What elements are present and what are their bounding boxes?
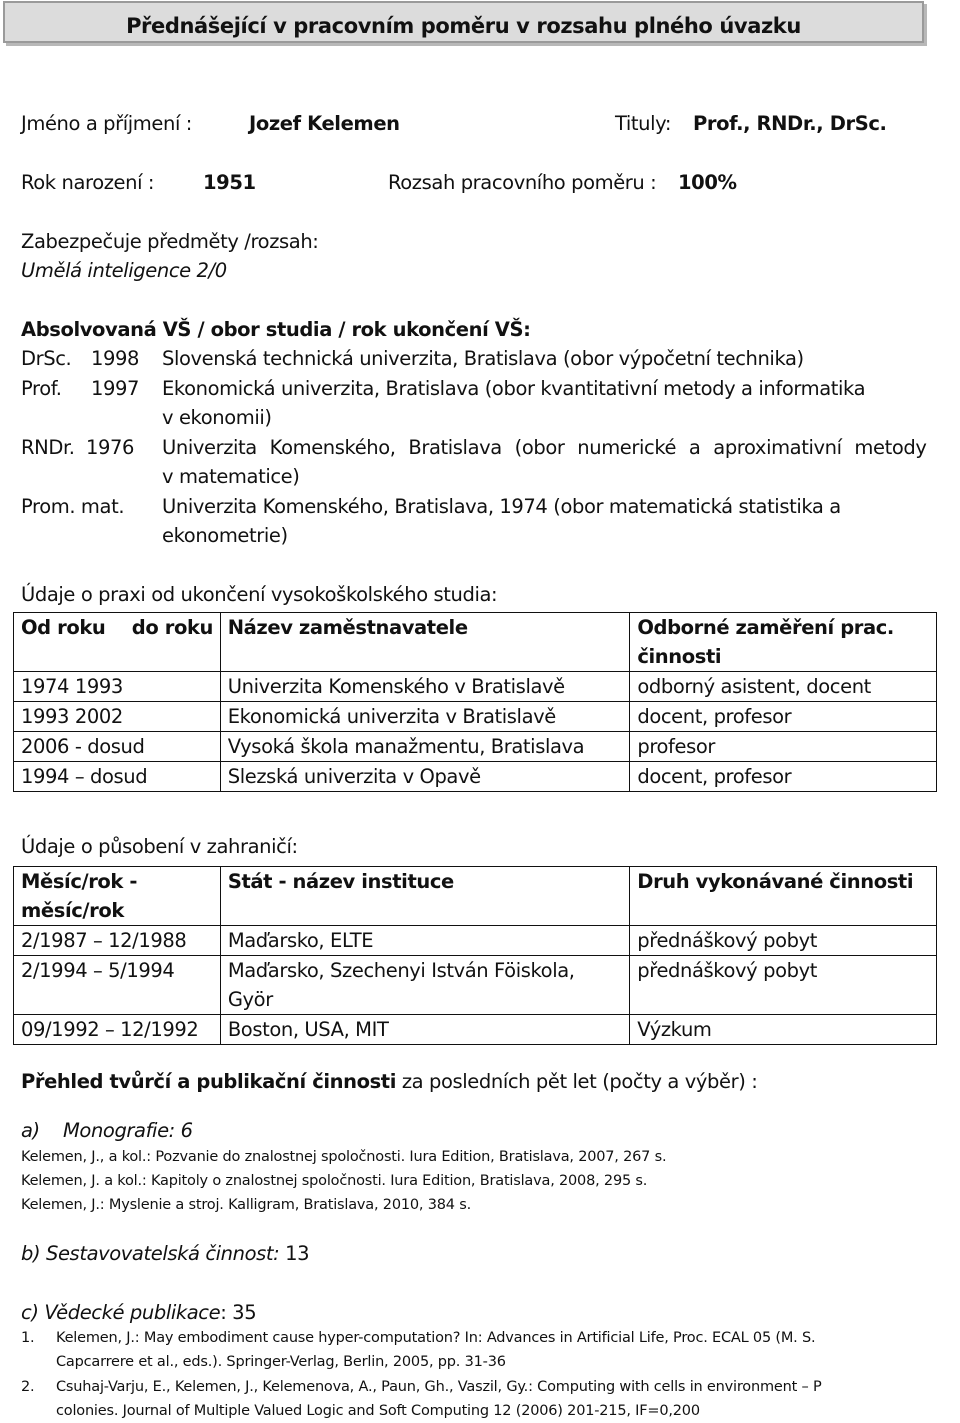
header-focus	[630, 613, 937, 672]
monograph-item: Kelemen, J., a kol.: Pozvanie do znalostnej spoločnosti. Iura Edition, Bratislava, 2007, 267 s.	[21, 1149, 667, 1165]
monograph-item: Kelemen, J. a kol.: Kapitoly o znalostnej spoločnosti. Iura Edition, Bratislava, 2008, 295 s.	[21, 1173, 648, 1189]
publication-line: Csuhaj-Varju, E., Kelemen, J., Kelemenova, A., Paun, Gh., Vaszil, Gy.: Computing with cells in environment – P	[56, 1379, 822, 1395]
cell-activity: přednáškový pobyt	[630, 926, 937, 956]
education-degree: Prof.	[21, 377, 62, 400]
publications-heading-rest: za posledních pět let (počty a výběr) :	[396, 1070, 758, 1093]
publication-line: Capcarrere et al., eds.). Springer-Verlag, Berlin, 2005, pp. 31-36	[56, 1354, 506, 1370]
practice-table	[13, 612, 937, 792]
table-row	[14, 732, 937, 762]
education-year: 1976	[86, 436, 135, 459]
table-row	[14, 702, 937, 732]
cell-employer: Slezská univerzita v Opavě	[220, 762, 630, 792]
table-row	[14, 762, 937, 792]
education-heading: Absolvovaná VŠ / obor studia / rok ukončení VŠ:	[21, 318, 531, 341]
education-school: Univerzita Komenského, Bratislava (obor numerické a aproximativní metody	[162, 436, 927, 459]
header-focus-line2: činnosti	[637, 645, 722, 668]
cell-employer: Ekonomická univerzita v Bratislavě	[220, 702, 630, 732]
scientific-label: c) Vědecké publikace	[21, 1301, 221, 1324]
publications-heading	[21, 1072, 757, 1092]
abroad-table	[13, 866, 937, 1045]
practice-heading: Údaje o praxi od ukončení vysokoškolského studia:	[21, 583, 498, 606]
employment-label: Rozsah pracovního poměru :	[388, 171, 657, 194]
cell-focus: profesor	[630, 732, 937, 762]
cell-focus: docent, profesor	[630, 762, 937, 792]
education-year: 1998	[91, 347, 140, 370]
cell-period: 2/1994 – 5/1994	[14, 956, 221, 1015]
editorial-heading	[21, 1244, 309, 1264]
abroad-heading: Údaje o působení v zahraničí:	[21, 835, 298, 858]
employment-value: 100%	[678, 171, 737, 194]
education-school: Ekonomická univerzita, Bratislava (obor kvantitativní metody a informatika	[162, 377, 866, 400]
education-degree: Prom. mat.	[21, 495, 125, 518]
table-header-row	[14, 867, 937, 926]
scientific-count: : 35	[220, 1301, 257, 1324]
education-school-cont: v matematice)	[162, 465, 300, 488]
header-from: Od roku	[21, 616, 106, 639]
name-label: Jméno a příjmení :	[21, 112, 192, 135]
monographs-marker: a)	[21, 1119, 40, 1142]
editorial-label: b) Sestavovatelská činnost:	[21, 1242, 280, 1265]
publication-number: 2.	[21, 1379, 35, 1395]
table-header-row	[14, 613, 937, 672]
publications-heading-bold: Přehled tvůrčí a publikační činnosti	[21, 1070, 397, 1093]
education-school-cont: ekonometrie)	[162, 524, 288, 547]
publication-line: colonies. Journal of Multiple Valued Logic and Soft Computing 12 (2006) 201-215, IF=0,200	[56, 1403, 700, 1419]
table-row	[14, 926, 937, 956]
birth-year: 1951	[203, 171, 256, 194]
header-activity: Druh vykonávané činnosti	[630, 867, 937, 926]
header-to: do roku	[131, 616, 213, 639]
editorial-count: 13	[279, 1242, 310, 1265]
page-title: Přednášející v pracovním poměru v rozsahu plného úvazku	[126, 14, 801, 38]
cell-years: 1994 – dosud	[14, 762, 221, 792]
monographs-heading: Monografie: 6	[63, 1119, 193, 1142]
cell-activity: Výzkum	[630, 1015, 937, 1045]
cell-period: 09/1992 – 12/1992	[14, 1015, 221, 1045]
cell-period: 2/1987 – 12/1988	[14, 926, 221, 956]
header-focus-line1: Odborné zaměření prac.	[637, 616, 894, 639]
education-school: Slovenská technická univerzita, Bratislava (obor výpočetní technika)	[162, 347, 804, 370]
header-period	[14, 867, 221, 926]
table-row	[14, 956, 937, 1015]
cell-employer: Univerzita Komenského v Bratislavě	[220, 672, 630, 702]
publication-number: 1.	[21, 1330, 35, 1346]
header-period-line2: měsíc/rok	[21, 899, 124, 922]
education-school: Univerzita Komenského, Bratislava, 1974 (obor matematická statistika a	[162, 495, 841, 518]
cell-country: Maďarsko, ELTE	[220, 926, 629, 956]
cell-country-line1: Maďarsko, Szechenyi István Föiskola,	[227, 959, 575, 982]
subjects-label: Zabezpečuje předměty /rozsah:	[21, 230, 319, 253]
subjects-value: Umělá inteligence 2/0	[21, 259, 227, 282]
education-year: 1997	[91, 377, 140, 400]
title-box	[3, 1, 924, 43]
header-period-line1: Měsíc/rok -	[21, 870, 138, 893]
cell-years: 1974 1993	[14, 672, 221, 702]
titles-value: Prof., RNDr., DrSc.	[693, 112, 887, 135]
education-school-cont: v ekonomii)	[162, 406, 272, 429]
titles-label: Tituly:	[615, 112, 672, 135]
table-row	[14, 672, 937, 702]
monograph-item: Kelemen, J.: Myslenie a stroj. Kalligram, Bratislava, 2010, 384 s.	[21, 1197, 471, 1213]
name-value: Jozef Kelemen	[249, 112, 400, 135]
publication-line: Kelemen, J.: May embodiment cause hyper-computation? In: Advances in Artificial Life, Proc. ECAL 05 (M. S.	[56, 1330, 816, 1346]
header-country: Stát - název instituce	[220, 867, 629, 926]
header-employer: Název zaměstnavatele	[220, 613, 630, 672]
cell-activity: přednáškový pobyt	[630, 956, 937, 1015]
cell-country-line2: Györ	[227, 988, 273, 1011]
scientific-heading	[21, 1303, 256, 1323]
cell-focus: odborný asistent, docent	[630, 672, 937, 702]
education-degree: RNDr.	[21, 436, 75, 459]
cell-country: Boston, USA, MIT	[220, 1015, 629, 1045]
birth-label: Rok narození :	[21, 171, 155, 194]
cell-years: 1993 2002	[14, 702, 221, 732]
cell-country	[220, 956, 629, 1015]
cell-employer: Vysoká škola manažmentu, Bratislava	[220, 732, 630, 762]
table-row	[14, 1015, 937, 1045]
cell-focus: docent, profesor	[630, 702, 937, 732]
header-years	[14, 613, 221, 672]
cell-years: 2006 - dosud	[14, 732, 221, 762]
education-degree: DrSc.	[21, 347, 72, 370]
